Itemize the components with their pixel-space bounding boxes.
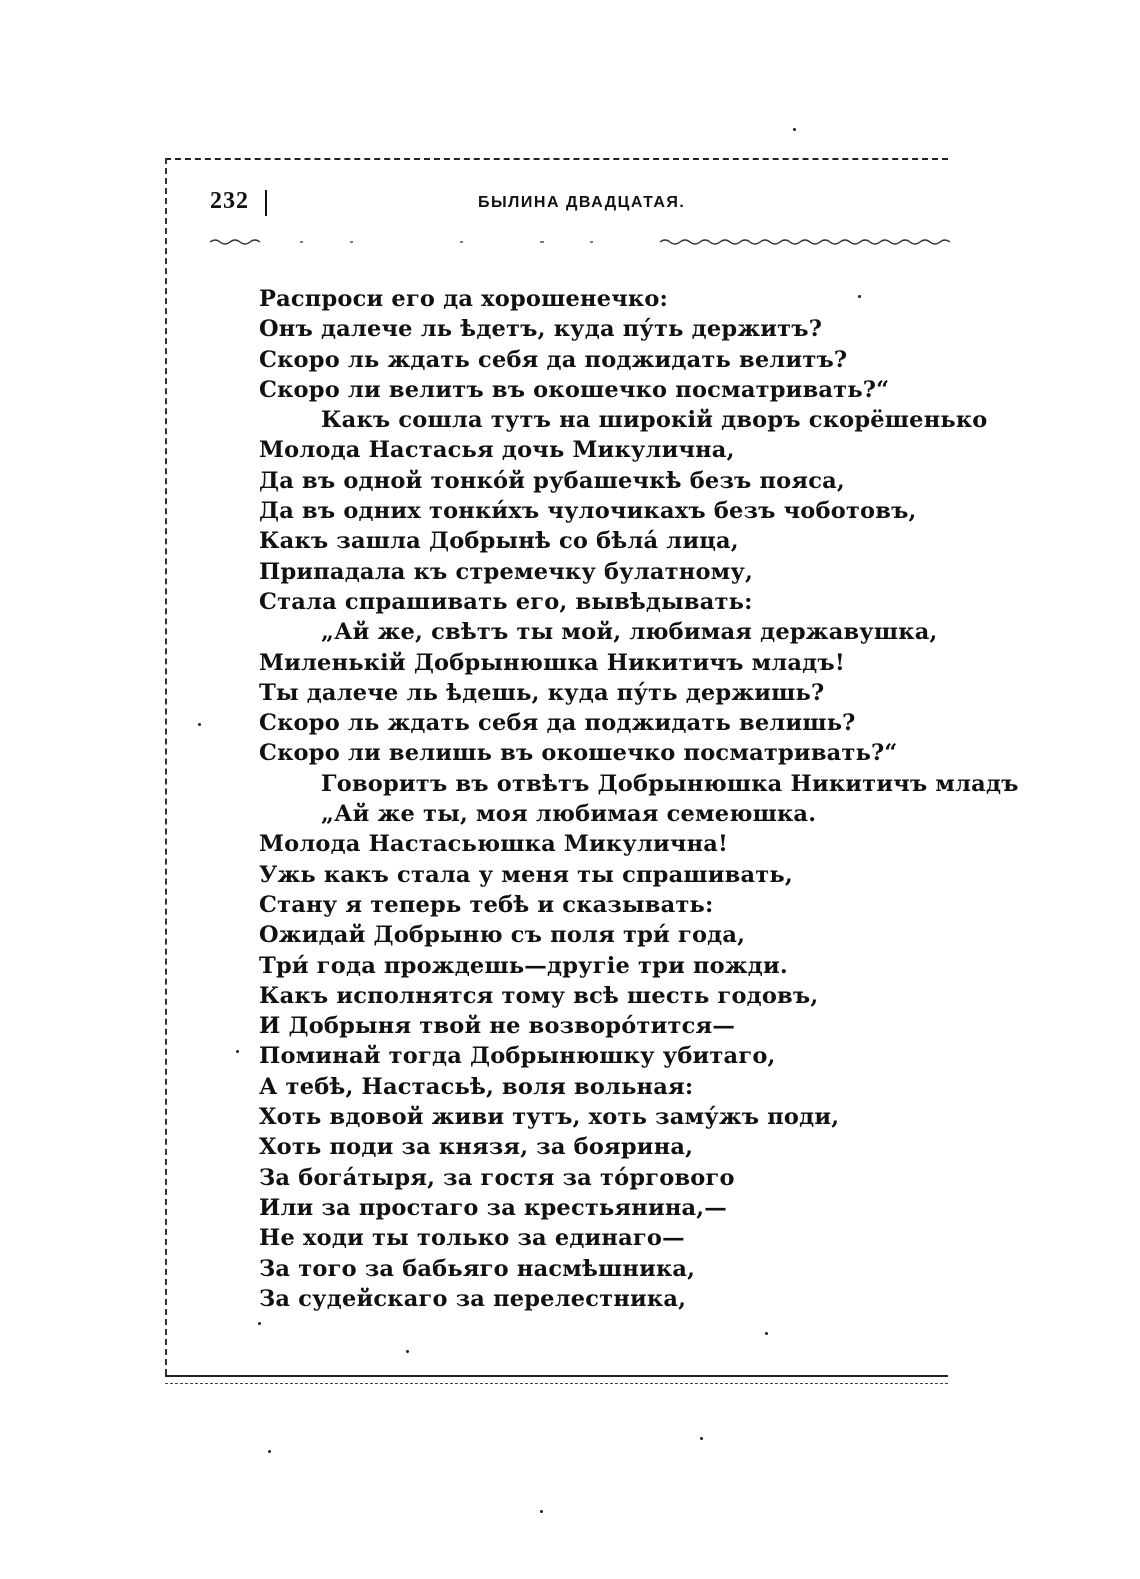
verse-line: Молода Настасья дочь Микулична, bbox=[259, 437, 735, 464]
verse-line: Скоро ли велишь въ окошечко посматривать?“ bbox=[259, 740, 898, 767]
verse-line: Да въ одних тонки́хъ чулочикахъ безъ чоботовъ, bbox=[259, 498, 917, 525]
verse-line: За того за бабьяго насмѣшника, bbox=[259, 1255, 696, 1282]
verse-line: Ты далече ль ѣдешь, куда пу́ть держишь? bbox=[259, 679, 825, 706]
verse-line: А тебѣ, Настасьѣ, воля вольная: bbox=[259, 1073, 694, 1100]
verse-line: За судейскаго за перелестника, bbox=[259, 1285, 687, 1312]
verse-line: Говоритъ въ отвѣтъ Добрынюшка Никитичъ младъ bbox=[321, 770, 1019, 797]
wavy-header-rule bbox=[210, 238, 950, 246]
verse-line: „Ай же, свѣтъ ты мой, любимая державушка, bbox=[321, 619, 938, 646]
verse-line: Какъ исполнятся тому всѣ шесть годовъ, bbox=[259, 982, 819, 1009]
verse-line: Скоро ли велитъ въ окошечко посматривать?“ bbox=[259, 376, 890, 403]
page-number-divider bbox=[265, 190, 267, 216]
running-title: БЫЛИНА ДВАДЦАТАЯ. bbox=[478, 194, 686, 211]
bottom-border-rule bbox=[165, 1375, 948, 1377]
verse-line: Какъ сошла тутъ на широкій дворъ скорёшенько bbox=[321, 407, 988, 434]
verse-line: Какъ зашла Добрынѣ со бѣла́ лица, bbox=[259, 528, 739, 555]
verse-line: Ожидай Добрыню съ поля три́ года, bbox=[259, 922, 746, 949]
running-header bbox=[210, 188, 950, 220]
verse-line: Миленькій Добрынюшка Никитичъ младъ! bbox=[259, 649, 845, 676]
left-border-rule bbox=[165, 158, 167, 1375]
verse-line: Три́ года прождешь—другіе три пожди. bbox=[259, 952, 788, 979]
verse-line: Или за простаго за крестьянина,— bbox=[259, 1194, 728, 1221]
verse-line: Скоро ль ждать себя да поджидать велишь? bbox=[259, 710, 856, 737]
verse-line: Хоть поди за князя, за боярина, bbox=[259, 1134, 694, 1161]
verse-line: Да въ одной тонко́й рубашечкѣ безъ пояса, bbox=[259, 467, 845, 494]
verse-line: Распроси его да хорошенечко: bbox=[259, 286, 669, 312]
top-border-rule bbox=[165, 158, 948, 160]
verse-line: Хоть вдовой живи тутъ, хоть заму́жъ поди, bbox=[259, 1104, 840, 1131]
bottom-border-rule-secondary bbox=[165, 1383, 948, 1384]
verse-line: Стану я теперь тебѣ и сказывать: bbox=[259, 891, 714, 918]
verse-line: Онъ далече ль ѣдетъ, куда пу́ть держитъ? bbox=[259, 316, 823, 343]
verse-line: Стала спрашивать его, вывѣдывать: bbox=[259, 588, 753, 615]
verse-line: Припадала къ стремечку булатному, bbox=[259, 558, 754, 585]
page-number: 232 bbox=[210, 188, 249, 214]
verse-line: За бога́тыря, за гостя за то́ргового bbox=[259, 1164, 735, 1191]
verse-line: Молода Настасьюшка Микулична! bbox=[259, 831, 729, 858]
verse-line: Не ходи ты только за единаго— bbox=[259, 1225, 685, 1252]
verse-line: Ужь какъ стала у меня ты спрашивать, bbox=[259, 861, 793, 888]
verse-line: Поминай тогда Добрынюшку убитаго, bbox=[259, 1043, 776, 1070]
verse-line: Скоро ль ждать себя да поджидать велитъ? bbox=[259, 346, 848, 373]
verse-text bbox=[259, 284, 1019, 1314]
verse-line: И Добрыня твой не возворо́тится— bbox=[259, 1013, 736, 1040]
verse-line: „Ай же ты, моя любимая семеюшка. bbox=[321, 801, 817, 828]
